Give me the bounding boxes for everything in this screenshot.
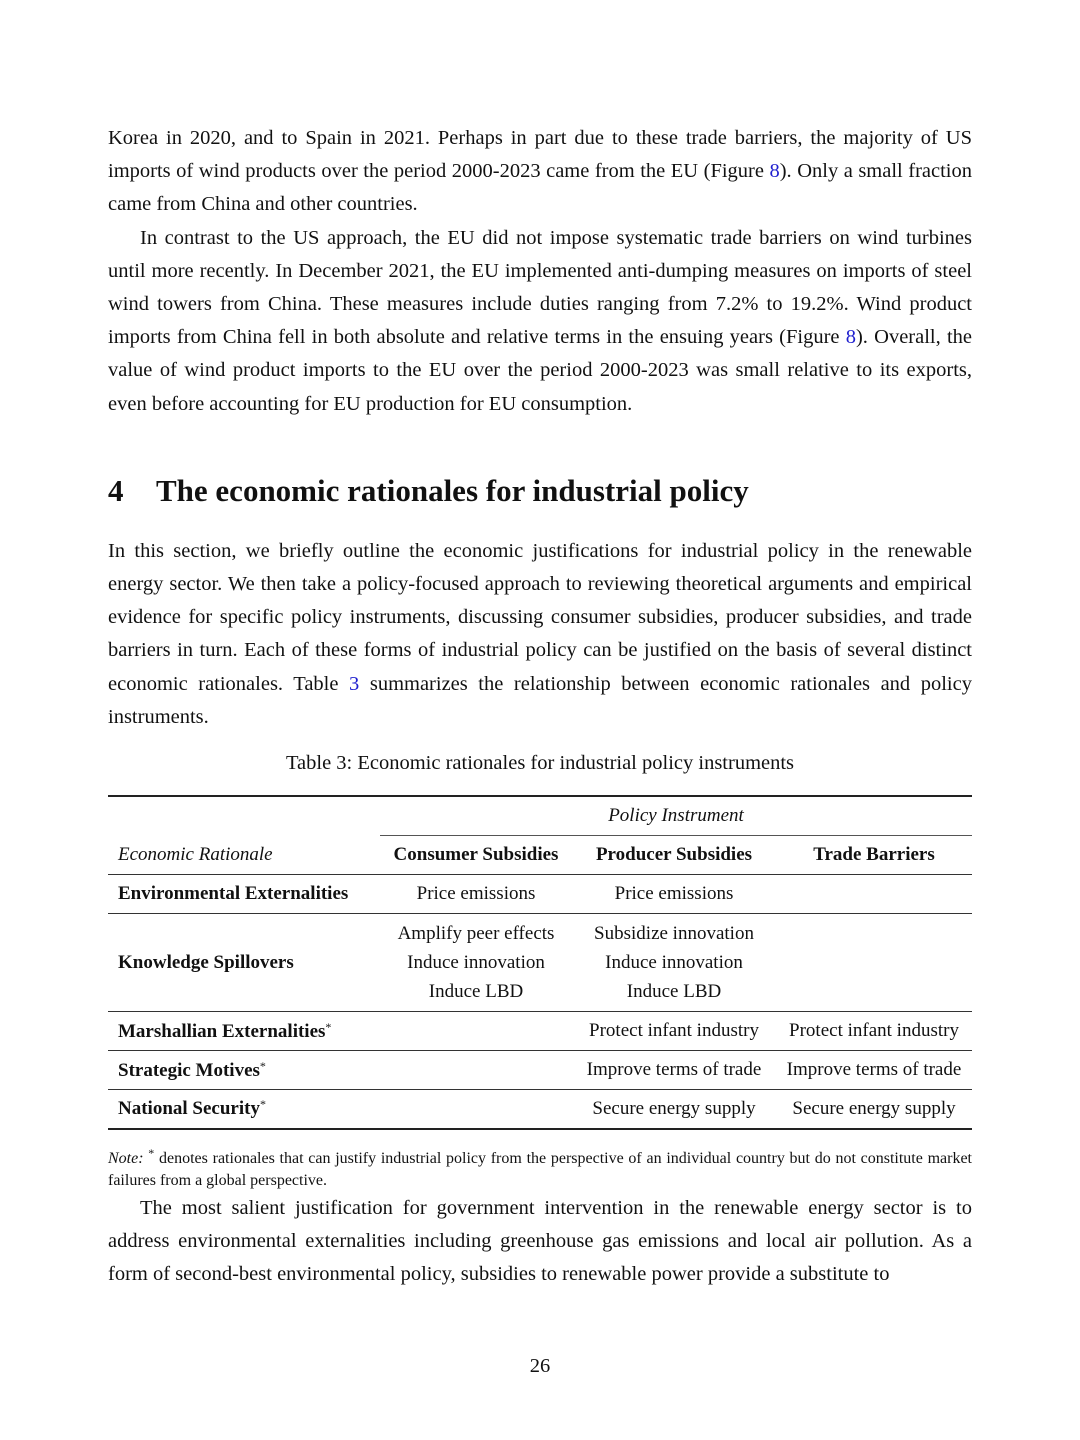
row-label: Knowledge Spillovers — [118, 951, 294, 973]
paragraph-us-imports: Korea in 2020, and to Spain in 2021. Perhaps in part due to these trade barriers, the majority of US imports of wind products over the period 2000-2023 came from the EU (Figure 8). Only a small fraction came from China and other countries. — [108, 127, 972, 216]
table-row — [108, 1051, 972, 1090]
row-label: Marshallian Externalities — [118, 1020, 326, 1042]
table-cell: Secure energy supply — [776, 1090, 972, 1129]
table-note: Note: * denotes rationales that can justify industrial policy from the perspective of an individual country but do not constitute market failures from a global perspective. — [108, 1145, 973, 1189]
table-cell: Price emissions — [572, 875, 776, 914]
table-cell: Secure energy supply — [572, 1090, 776, 1129]
row-label: National Security — [118, 1098, 260, 1120]
table-row — [108, 875, 972, 914]
row-label: Strategic Motives — [118, 1059, 260, 1081]
section-title: The economic rationales for industrial policy — [156, 472, 749, 508]
paragraph-section-intro: In this section, we briefly outline the economic justifications for industrial policy in the renewable energy sector. We then take a policy-focused approach to reviewing theoretical arguments and empirical evidence for specific policy instruments, discussing consumer subsidies, producer subsidies, and trade barriers in turn. Each of these forms of industrial policy can be justified on the basis of several distinct economic rationales. Table 3 summarizes the relationship between economic rationales and policy instruments. — [108, 539, 972, 728]
table-cell: Improve terms of trade — [776, 1051, 972, 1090]
asterisk-mark: * — [259, 1097, 266, 1112]
table-cell: Protect infant industry — [776, 1012, 972, 1051]
page-content — [108, 122, 972, 1291]
rationales-table — [108, 795, 972, 1130]
table-caption: Table 3: Economic rationales for industrial policy instruments — [285, 752, 795, 775]
table-row — [108, 914, 972, 1012]
page-number: 26 — [529, 1355, 551, 1377]
figure-8-link[interactable]: 8 — [769, 160, 780, 183]
asterisk-mark: * — [148, 1145, 155, 1160]
table-cell: Amplify peer effects Induce innovation Induce LBD — [380, 914, 572, 1012]
column-header-producer: Producer Subsidies — [595, 844, 753, 866]
asterisk-mark: * — [325, 1019, 332, 1034]
table-header-row — [108, 836, 972, 875]
column-header-consumer: Consumer Subsidies — [393, 844, 559, 866]
policy-instrument-header: Policy Instrument — [608, 805, 744, 827]
section-number: 4 — [108, 472, 124, 508]
table-3-link[interactable]: 3 — [349, 672, 360, 695]
table-cell: Subsidize innovation Induce innovation Induce LBD — [572, 914, 776, 1012]
figure-8-link[interactable]: 8 — [845, 326, 856, 349]
paragraph-environmental: The most salient justification for government intervention in the renewable energy sector is to address environmental externalities including greenhouse gas emissions and local air pollution. As a form of second-best environmental policy, subsidies to renewable power provide a substitute to — [108, 1196, 972, 1285]
row-label: Environmental Externalities — [118, 883, 349, 905]
table-cell: Improve terms of trade — [572, 1051, 776, 1090]
table-row — [108, 1090, 972, 1129]
asterisk-mark: * — [259, 1058, 266, 1073]
table-row — [108, 1012, 972, 1051]
paragraph-eu-approach: In contrast to the US approach, the EU did not impose systematic trade barriers on wind turbines until more recently. In December 2021, the EU implemented anti-dumping measures on imports of steel wind towers from China. These measures include duties ranging from 7.2% to 19.2%. Wind product imports from China fell in both absolute and relative terms in the ensuing years (Figure 8). Overall, the value of wind product imports to the EU over the period 2000-2023 was small relative to its exports, even before accounting for EU production for EU consumption. — [108, 226, 972, 415]
table-group-header-row — [108, 796, 972, 836]
table-cell: Protect infant industry — [572, 1012, 776, 1051]
column-header-trade: Trade Barriers — [813, 844, 935, 866]
economic-rationale-header: Economic Rationale — [118, 843, 273, 865]
section-heading — [108, 471, 972, 511]
table-cell: Price emissions — [380, 875, 572, 914]
